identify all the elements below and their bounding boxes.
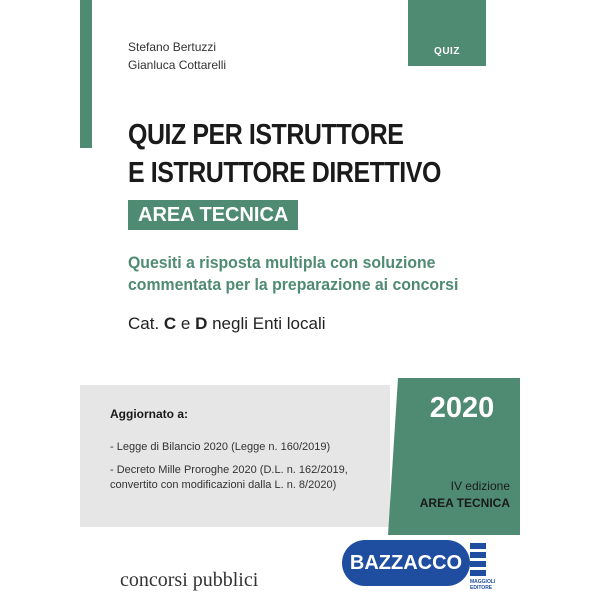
author-name: Stefano Bertuzzi [128,40,217,54]
edition-area: AREA TECNICA [419,496,510,510]
category-prefix: Cat. [128,314,164,333]
title-line: QUIZ PER ISTRUTTORE [128,119,404,151]
category-line [128,314,326,334]
edition-year: 2020 [429,392,495,424]
book-subtitle [128,252,458,296]
category-mid: e [176,314,196,333]
author-name: Gianluca Cottarelli [128,58,227,72]
quiz-tab [408,0,486,66]
book-title [128,116,441,192]
title-line: E ISTRUTTORE DIRETTIVO [128,157,441,189]
area-badge: AREA TECNICA [128,200,298,230]
quiz-tab-label: QUIZ [434,46,460,57]
category-suffix: negli Enti locali [207,314,326,333]
publisher-sub: MAGGIOLI EDITORE [470,579,496,591]
updated-list [110,440,350,501]
category-c: C [163,314,177,333]
updated-label: Aggiornato a: [110,407,188,421]
edition-number: IV edizione [450,479,510,493]
authors [128,38,226,74]
publisher-logo: BAZZACCO [342,540,470,586]
subtitle-line: commentata per la preparazione ai concorsi [128,275,459,294]
category-d: D [195,314,208,333]
series-logo: concorsi pubblici [120,569,259,591]
accent-bar [80,0,92,148]
edition-info [400,478,510,512]
updated-item: - Decreto Mille Proroghe 2020 (D.L. n. 162/2019, convertito con modificazioni dalla L. n. 8/2020) [110,464,348,491]
subtitle-line: Quesiti a risposta multipla con soluzione [128,253,436,272]
updated-item: - Legge di Bilancio 2020 (Legge n. 160/2019) [110,441,331,453]
